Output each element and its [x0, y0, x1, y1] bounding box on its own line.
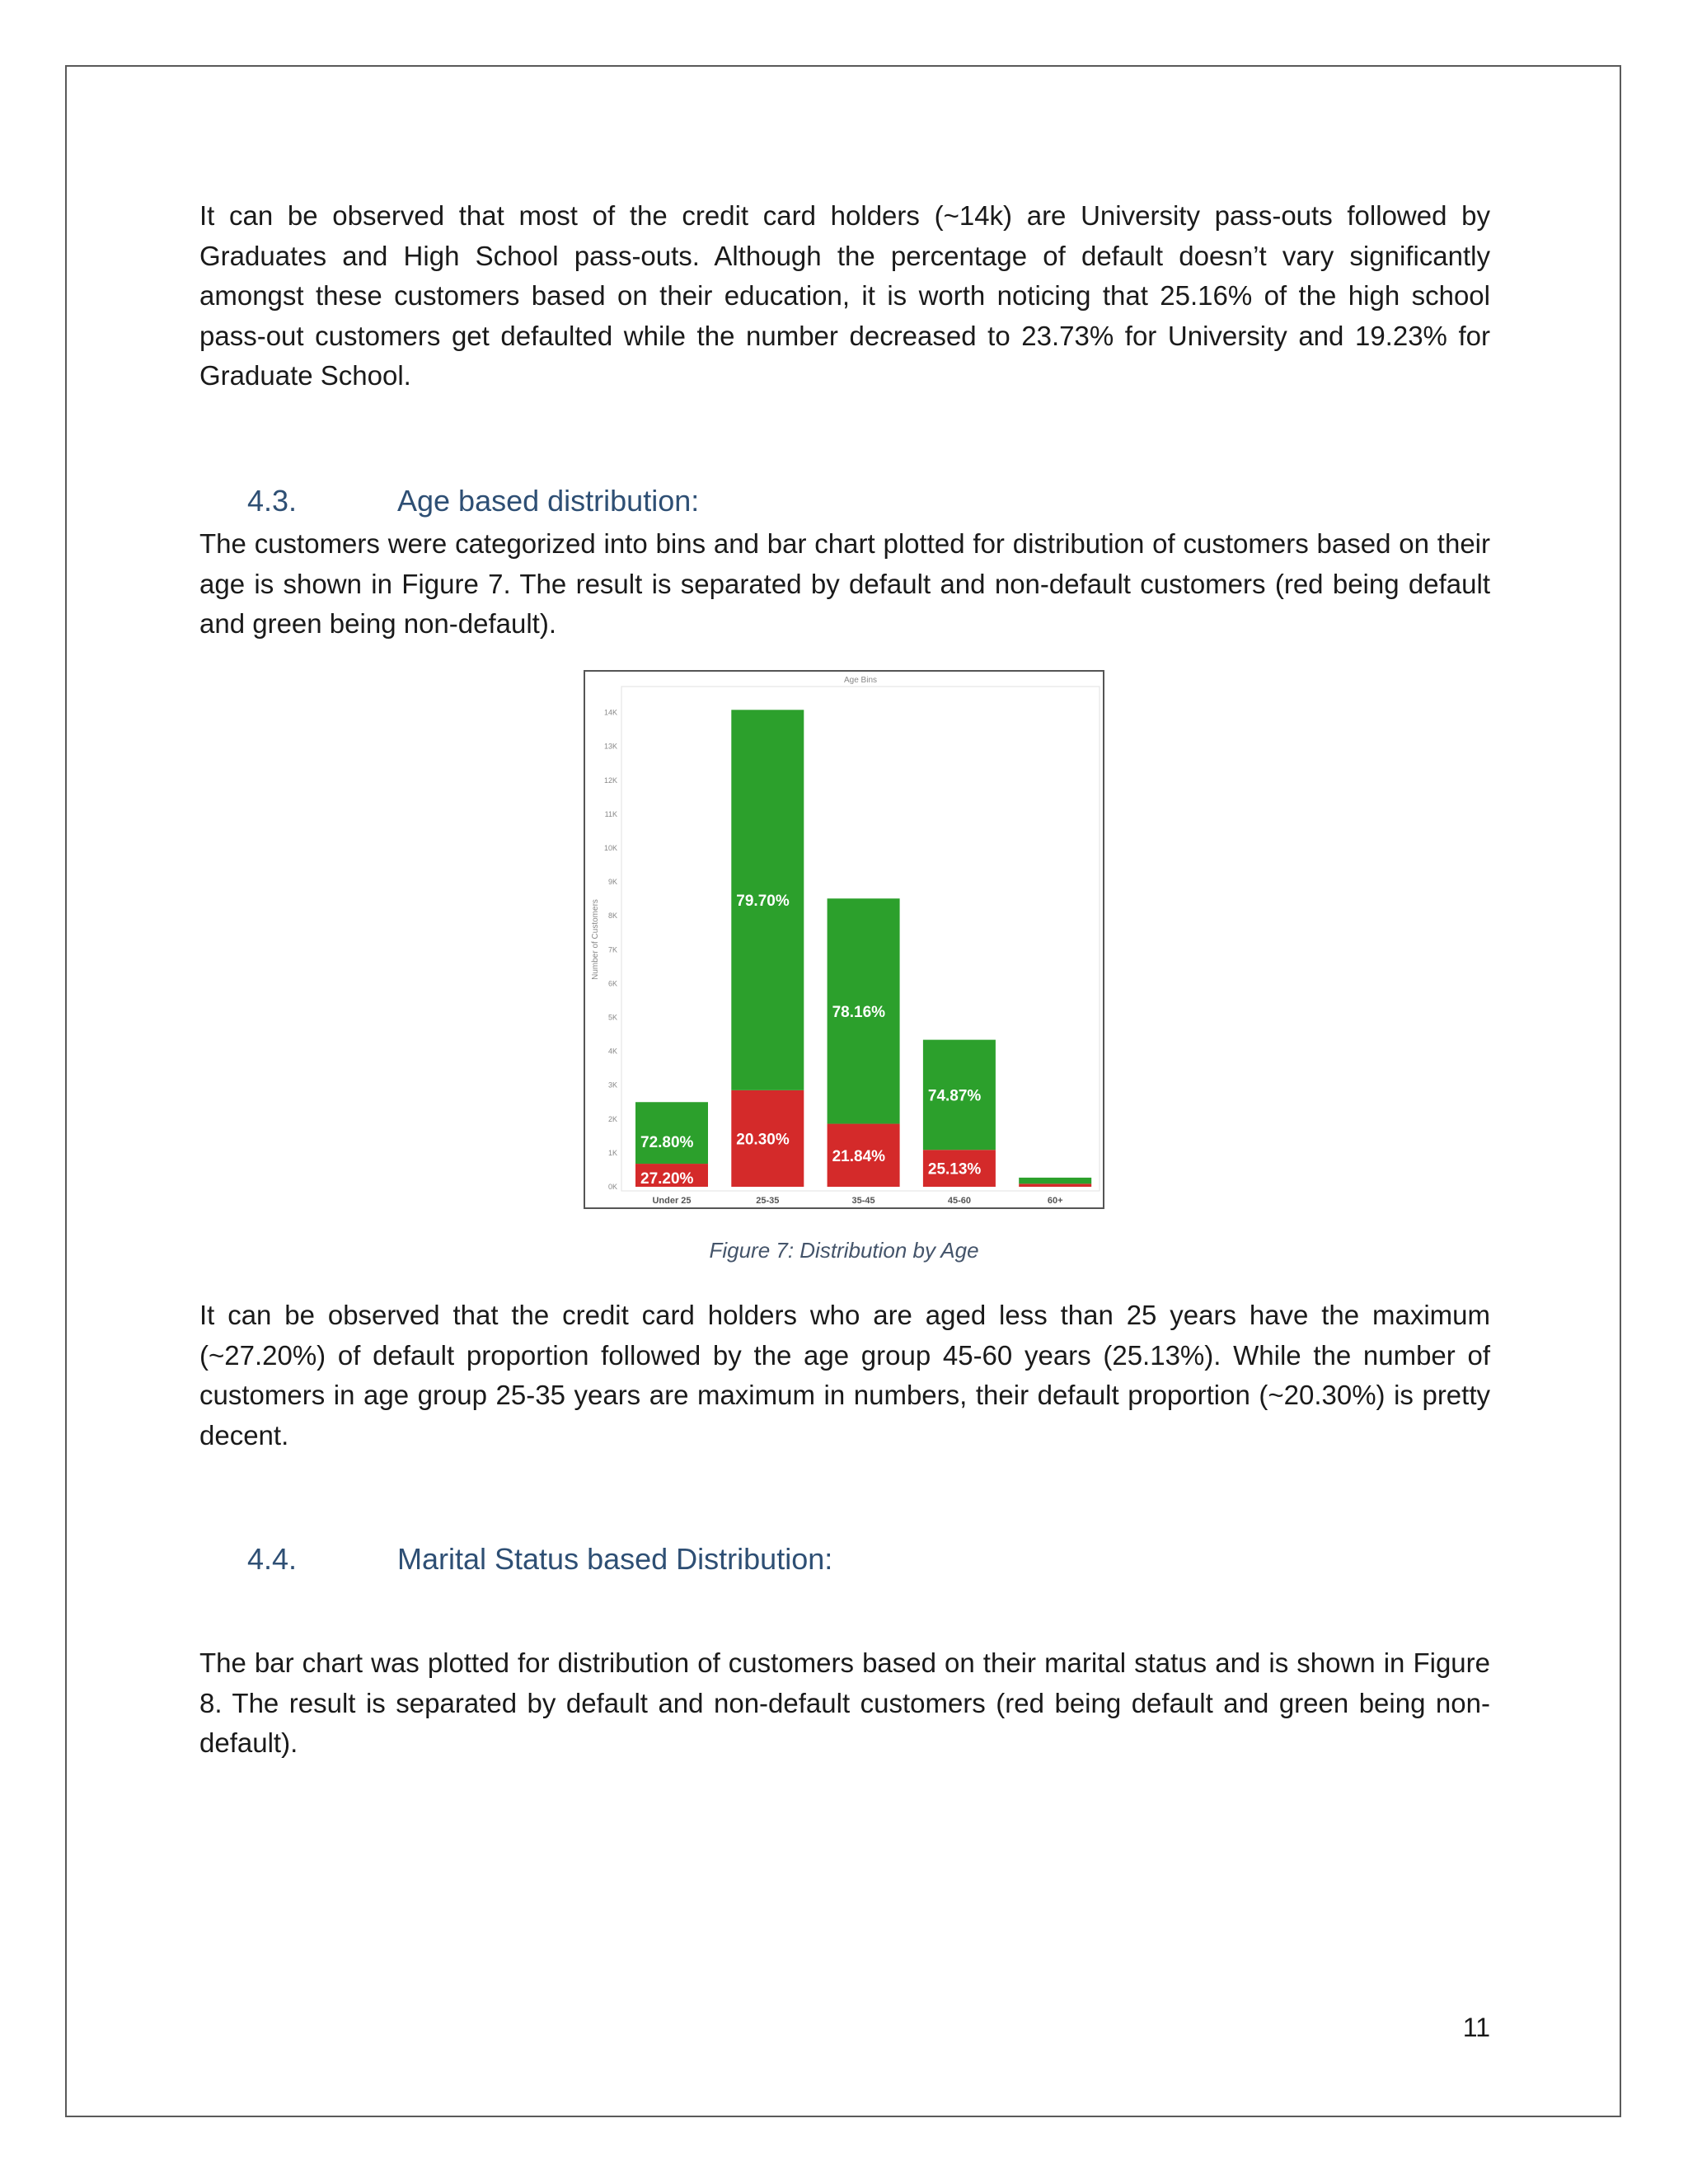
data-label: 72.80% — [640, 1134, 694, 1152]
data-label: 74.87% — [927, 1087, 982, 1105]
section-title: Marital Status based Distribution: — [397, 1542, 833, 1576]
data-label: 20.30% — [736, 1131, 790, 1149]
x-tick-label: 25-35 — [756, 1196, 780, 1206]
chart-title: Age Bins — [843, 676, 878, 685]
paragraph-marital-intro: The bar chart was plotted for distribution of customers based on their marital status and is shown in Figure 8. The result is separated by default and non-default customers (red being default and green being non-default). — [199, 1647, 1490, 1758]
x-tick-label: 60+ — [1047, 1196, 1063, 1206]
y-tick-label: 2K — [607, 1114, 617, 1123]
y-tick-label: 12K — [603, 776, 617, 785]
data-label: 27.20% — [640, 1170, 694, 1188]
section-number: 4.4. — [247, 1542, 298, 1576]
y-tick-label: 6K — [607, 979, 617, 988]
data-label: 78.16% — [832, 1003, 886, 1021]
chart-canvas — [585, 672, 1103, 1207]
y-tick-label: 1K — [607, 1148, 617, 1157]
section-heading-age — [247, 483, 699, 519]
bar-non-default — [1019, 1178, 1091, 1183]
page-number: 11 — [1462, 2013, 1490, 2042]
y-tick-label: 8K — [607, 912, 617, 921]
section-title: Age based distribution: — [397, 484, 700, 518]
paragraph-education-summary: It can be observed that most of the credit card holders (~14k) are University pass-outs followed by Graduates and High School pass-outs. Although the percentage of default doesn’t vary significantly amongst these customers based on their education, it is worth noticing that 25.16% of the high school pass-out customers get defaulted while the number decreased to 23.73% for University and 19.23% for Graduate School. — [199, 200, 1490, 391]
x-tick-label: 35-45 — [851, 1196, 875, 1206]
y-tick-label: 14K — [603, 708, 617, 717]
x-tick-label: 45-60 — [947, 1196, 971, 1206]
bar-default — [1019, 1183, 1091, 1187]
paragraph-age-intro: The customers were categorized into bins and bar chart plotted for distribution of customers based on their age is shown in Figure 7. The result is separated by default and non-default customers (red being default and green being non-default). — [199, 528, 1490, 639]
paragraph-age-summary: It can be observed that the credit card holders who are aged less than 25 years have the maximum (~27.20%) of default proportion followed by the age group 45-60 years (25.13%). While the number of customers in age group 25-35 years are maximum in numbers, their default proportion (~20.30%) is pretty decent. — [199, 1300, 1490, 1451]
figure-caption: Figure 7: Distribution by Age — [709, 1238, 979, 1263]
y-axis-label: Number of Customers — [591, 899, 600, 980]
data-label: 21.84% — [832, 1147, 886, 1165]
section-heading-marital — [247, 1541, 832, 1577]
y-tick-label: 5K — [607, 1013, 617, 1022]
y-tick-label: 9K — [607, 878, 617, 887]
x-tick-label: Under 25 — [652, 1196, 692, 1206]
data-label: 25.13% — [927, 1160, 982, 1179]
section-number: 4.3. — [247, 484, 298, 518]
data-label: 79.70% — [736, 893, 790, 911]
bar-non-default — [635, 1102, 708, 1164]
y-tick-label: 13K — [603, 742, 617, 751]
y-tick-label: 3K — [607, 1080, 617, 1090]
y-tick-label: 7K — [607, 945, 617, 954]
age-distribution-chart — [584, 670, 1104, 1209]
y-tick-label: 10K — [603, 844, 617, 852]
y-tick-label: 11K — [604, 809, 617, 818]
y-tick-label: 4K — [607, 1047, 617, 1056]
y-tick-label: 0K — [607, 1183, 617, 1191]
